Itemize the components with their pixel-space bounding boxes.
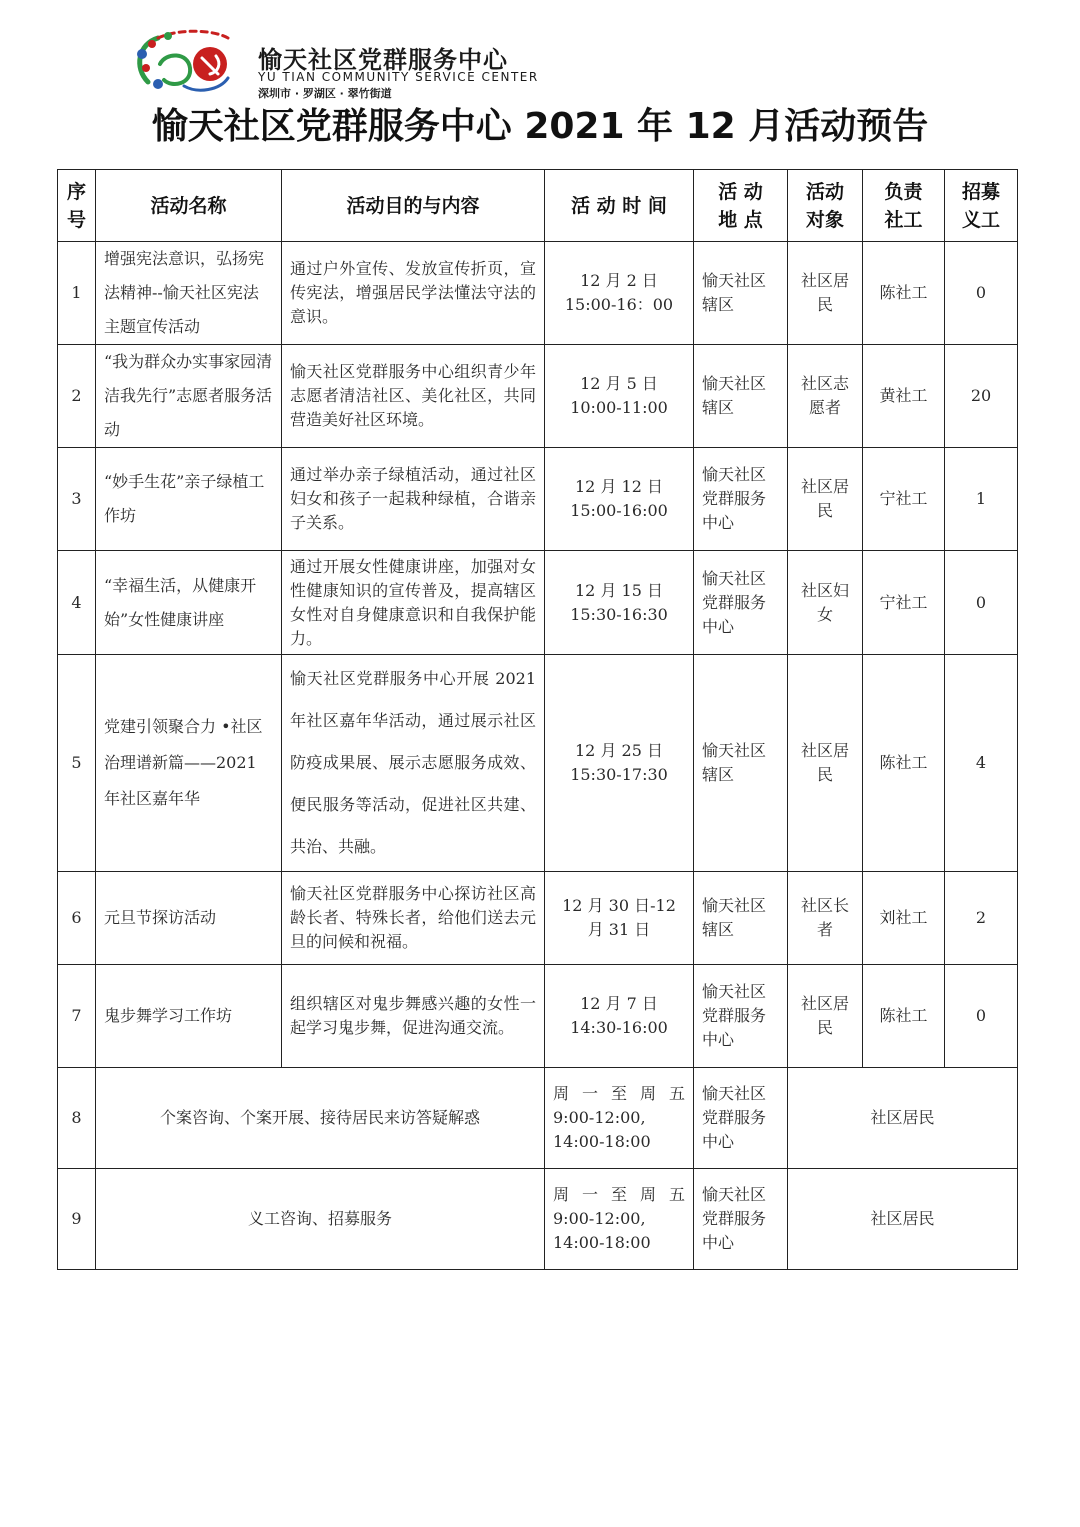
row-volunteers: 0	[945, 551, 1018, 655]
row-content: 愉天社区党群服务中心开展 2021 年社区嘉年华活动，通过展示社区防疫成果展、展示志愿服务成效、便民服务等活动，促进社区共建、共治、共融。	[282, 655, 545, 872]
row-location: 愉天社区辖区	[694, 655, 788, 872]
row-location: 愉天社区党群服务中心	[694, 448, 788, 551]
page-title: 愉天社区党群服务中心 2021 年 12 月活动预告	[151, 106, 929, 147]
table-row	[58, 1068, 1018, 1169]
table-row	[58, 965, 1018, 1068]
table-row	[58, 345, 1018, 448]
row-content: 通过户外宣传、发放宣传折页，宣传宪法，增强居民学法懂法守法的意识。	[282, 242, 545, 345]
row-seq: 1	[58, 242, 96, 345]
table-row	[58, 655, 1018, 872]
header-volunteers: 招募义工	[945, 170, 1018, 242]
row-content: 愉天社区党群服务中心探访社区高龄长者、特殊长者，给他们送去元旦的问候和祝福。	[282, 872, 545, 965]
row-worker: 陈社工	[863, 655, 945, 872]
row-audience: 社区妇女	[788, 551, 863, 655]
header-worker: 负责社工	[863, 170, 945, 242]
row-name: “幸福生活，从健康开始”女性健康讲座	[96, 551, 282, 655]
row-location: 愉天社区辖区	[694, 242, 788, 345]
row-name: 个案咨询、个案开展、接待居民来访答疑解惑	[96, 1068, 545, 1169]
row-location: 愉天社区辖区	[694, 345, 788, 448]
row-name: 党建引领聚合力 •社区治理谱新篇——2021 年社区嘉年华	[96, 655, 282, 872]
row-time: 周 一 至 周 五 9:00-12:00, 14:00-18:00	[545, 1068, 694, 1169]
row-name: 义工咨询、招募服务	[96, 1169, 545, 1270]
row-worker: 陈社工	[863, 242, 945, 345]
row-volunteers: 2	[945, 872, 1018, 965]
row-name: 增强宪法意识，弘扬宪法精神--愉天社区宪法主题宣传活动	[96, 242, 282, 345]
row-name: 元旦节探访活动	[96, 872, 282, 965]
header	[128, 24, 688, 100]
row-content: 通过开展女性健康讲座，加强对女性健康知识的宣传普及，提高辖区女性对自身健康意识和自我保护能力。	[282, 551, 545, 655]
row-time: 12 月 2 日 15:00-16：00	[545, 242, 694, 345]
header-time: 活 动 时 间	[545, 170, 694, 242]
row-audience: 社区长者	[788, 872, 863, 965]
row-location: 愉天社区辖区	[694, 872, 788, 965]
row-worker: 刘社工	[863, 872, 945, 965]
row-content: 通过举办亲子绿植活动，通过社区妇女和孩子一起栽种绿植，合谐亲子关系。	[282, 448, 545, 551]
row-location: 愉天社区党群服务中心	[694, 1169, 788, 1270]
table-row	[58, 1169, 1018, 1270]
header-location: 活 动 地 点	[694, 170, 788, 242]
row-seq: 2	[58, 345, 96, 448]
header-name: 活动名称	[96, 170, 282, 242]
row-seq: 4	[58, 551, 96, 655]
table-row	[58, 448, 1018, 551]
row-worker: 宁社工	[863, 551, 945, 655]
row-time: 12 月 7 日 14:30-16:00	[545, 965, 694, 1068]
row-content: 组织辖区对鬼步舞感兴趣的女性一起学习鬼步舞，促进沟通交流。	[282, 965, 545, 1068]
row-location: 愉天社区党群服务中心	[694, 965, 788, 1068]
row-audience: 社区居民	[788, 448, 863, 551]
row-worker: 黄社工	[863, 345, 945, 448]
table-header-row	[58, 170, 1018, 242]
row-time: 12 月 25 日 15:30-17:30	[545, 655, 694, 872]
row-name: “我为群众办实事家园清洁我先行”志愿者服务活动	[96, 345, 282, 448]
row-name: 鬼步舞学习工作坊	[96, 965, 282, 1068]
row-audience: 社区居民	[788, 1068, 1018, 1169]
row-audience: 社区志愿者	[788, 345, 863, 448]
row-seq: 8	[58, 1068, 96, 1169]
org-name-en: YU TIAN COMMUNITY SERVICE CENTER	[258, 70, 539, 84]
header-seq: 序号	[58, 170, 96, 242]
row-volunteers: 4	[945, 655, 1018, 872]
row-time: 12 月 12 日 15:00-16:00	[545, 448, 694, 551]
row-seq: 5	[58, 655, 96, 872]
community-logo-icon	[128, 24, 240, 96]
table-row	[58, 551, 1018, 655]
row-volunteers: 0	[945, 242, 1018, 345]
row-worker: 宁社工	[863, 448, 945, 551]
row-audience: 社区居民	[788, 655, 863, 872]
org-name: 愉天社区党群服务中心	[258, 46, 508, 74]
row-volunteers: 0	[945, 965, 1018, 1068]
row-time: 12 月 15 日 15:30-16:30	[545, 551, 694, 655]
row-time: 12 月 30 日-12 月 31 日	[545, 872, 694, 965]
table-row	[58, 242, 1018, 345]
row-location: 愉天社区党群服务中心	[694, 1068, 788, 1169]
activity-table	[57, 169, 1018, 1270]
row-volunteers: 1	[945, 448, 1018, 551]
row-volunteers: 20	[945, 345, 1018, 448]
org-location: 深圳市 · 罗湖区 · 翠竹街道	[258, 87, 392, 100]
row-location: 愉天社区党群服务中心	[694, 551, 788, 655]
row-name: “妙手生花”亲子绿植工作坊	[96, 448, 282, 551]
row-time: 12 月 5 日 10:00-11:00	[545, 345, 694, 448]
row-worker: 陈社工	[863, 965, 945, 1068]
row-seq: 3	[58, 448, 96, 551]
row-time: 周 一 至 周 五 9:00-12:00, 14:00-18:00	[545, 1169, 694, 1270]
row-audience: 社区居民	[788, 965, 863, 1068]
row-seq: 9	[58, 1169, 96, 1270]
row-seq: 6	[58, 872, 96, 965]
header-audience: 活动对象	[788, 170, 863, 242]
row-audience: 社区居民	[788, 1169, 1018, 1270]
row-content: 愉天社区党群服务中心组织青少年志愿者清洁社区、美化社区，共同营造美好社区环境。	[282, 345, 545, 448]
row-seq: 7	[58, 965, 96, 1068]
row-audience: 社区居民	[788, 242, 863, 345]
header-content: 活动目的与内容	[282, 170, 545, 242]
table-row	[58, 872, 1018, 965]
